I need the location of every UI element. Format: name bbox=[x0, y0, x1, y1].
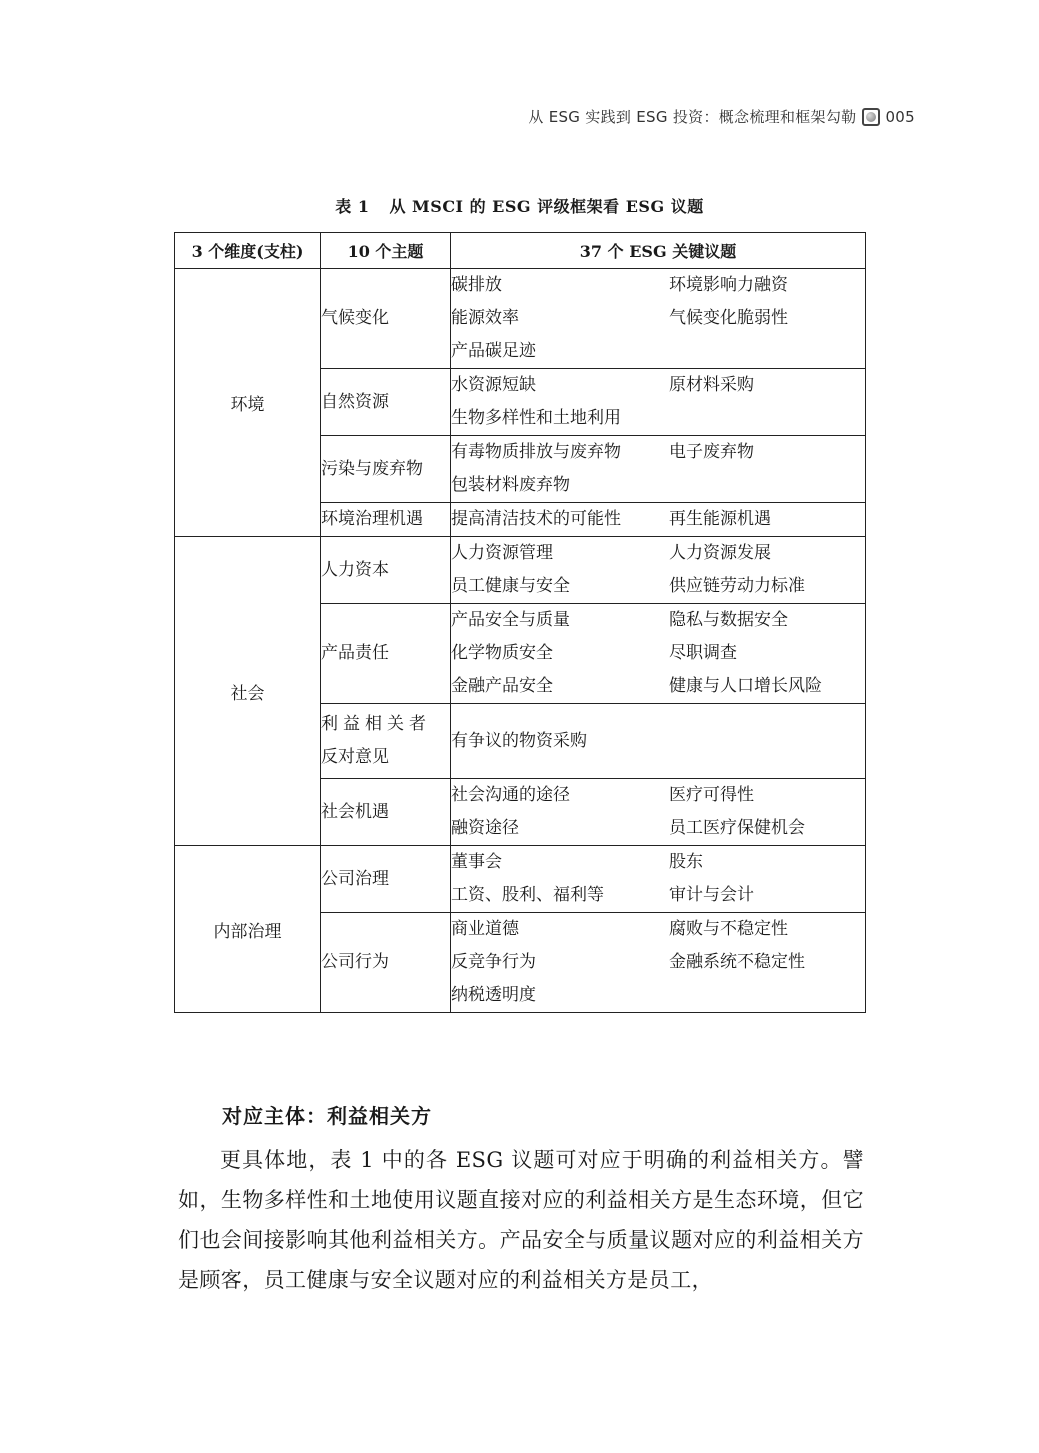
running-header bbox=[528, 106, 915, 127]
issue-item: 气候变化脆弱性 bbox=[669, 308, 788, 328]
issue-item: 员工医疗保健机会 bbox=[669, 818, 805, 838]
issues-cell bbox=[451, 779, 866, 846]
issue-item: 健康与人口增长风险 bbox=[669, 676, 822, 696]
table-row bbox=[175, 537, 866, 604]
theme-cell: 产品责任 bbox=[321, 604, 451, 704]
issues-cell bbox=[451, 604, 866, 704]
issue-item: 原材料采购 bbox=[669, 375, 754, 395]
table-caption-number: 表 1 bbox=[335, 197, 370, 216]
issue-item: 员工健康与安全 bbox=[451, 576, 570, 596]
issue-item: 纳税透明度 bbox=[451, 985, 536, 1005]
issue-item: 股东 bbox=[669, 852, 703, 872]
issue-item: 电子废弃物 bbox=[669, 442, 754, 462]
issues-cell bbox=[451, 846, 866, 913]
issue-item: 包装材料废弃物 bbox=[451, 475, 570, 495]
column-header: 37 个 ESG 关键议题 bbox=[451, 233, 866, 269]
issue-item: 有争议的物资采购 bbox=[451, 730, 587, 751]
issue-item: 工资、股利、福利等 bbox=[451, 885, 604, 905]
table-caption bbox=[0, 194, 1039, 217]
theme-cell: 污染与废弃物 bbox=[321, 436, 451, 503]
table-row bbox=[175, 269, 866, 369]
column-header: 3 个维度(支柱) bbox=[175, 233, 321, 269]
dimension-cell: 内部治理 bbox=[175, 846, 321, 1013]
issue-item: 再生能源机遇 bbox=[669, 509, 771, 529]
issue-item: 有毒物质排放与废弃物 bbox=[451, 442, 621, 462]
issue-item: 隐私与数据安全 bbox=[669, 610, 788, 630]
issue-item: 董事会 bbox=[451, 852, 502, 872]
column-header: 10 个主题 bbox=[321, 233, 451, 269]
theme-cell: 人力资本 bbox=[321, 537, 451, 604]
issue-item: 反竞争行为 bbox=[451, 952, 536, 972]
theme-name-line: 利益相关者 bbox=[321, 714, 431, 734]
theme-cell: 环境治理机遇 bbox=[321, 503, 451, 537]
issue-item: 化学物质安全 bbox=[451, 643, 553, 663]
running-title: 从 ESG 实践到 ESG 投资：概念梳理和框架勾勒 bbox=[528, 108, 857, 126]
issues-cell bbox=[451, 369, 866, 436]
issue-item: 碳排放 bbox=[451, 275, 502, 295]
issue-item: 供应链劳动力标准 bbox=[669, 576, 805, 596]
theme-cell: 自然资源 bbox=[321, 369, 451, 436]
issues-cell bbox=[451, 537, 866, 604]
dimension-cell: 社会 bbox=[175, 537, 321, 846]
issue-item: 环境影响力融资 bbox=[669, 275, 788, 295]
issue-item: 能源效率 bbox=[451, 308, 519, 328]
issue-item: 人力资源管理 bbox=[451, 543, 553, 563]
issues-cell bbox=[451, 436, 866, 503]
issues-cell bbox=[451, 503, 866, 537]
issue-item: 提高清洁技术的可能性 bbox=[451, 509, 621, 529]
issue-item: 产品安全与质量 bbox=[451, 610, 570, 630]
issue-item: 融资途径 bbox=[451, 818, 519, 838]
dimension-cell: 环境 bbox=[175, 269, 321, 537]
issue-item: 腐败与不稳定性 bbox=[669, 919, 788, 939]
table-header-row bbox=[175, 233, 866, 269]
theme-name-line: 反对意见 bbox=[321, 747, 389, 767]
theme-cell: 公司治理 bbox=[321, 846, 451, 913]
issue-item: 人力资源发展 bbox=[669, 543, 771, 563]
page-marker-icon bbox=[862, 108, 880, 126]
issue-item: 医疗可得性 bbox=[669, 785, 754, 805]
page-number: 005 bbox=[885, 107, 915, 126]
issues-cell bbox=[451, 269, 866, 369]
table-caption-title: 从 MSCI 的 ESG 评级框架看 ESG 议题 bbox=[389, 197, 704, 216]
issue-item: 尽职调查 bbox=[669, 643, 737, 663]
theme-cell: 气候变化 bbox=[321, 269, 451, 369]
issues-cell bbox=[451, 704, 866, 779]
issues-cell bbox=[451, 913, 866, 1013]
issue-item: 金融产品安全 bbox=[451, 676, 553, 696]
issue-item: 审计与会计 bbox=[669, 885, 754, 905]
body-paragraph: 更具体地，表 1 中的各 ESG 议题可对应于明确的利益相关方。譬如，生物多样性和土地使用议题直接对应的利益相关方是生态环境，但它们也会间接影响其他利益相关方。产品安全与质量议题对应的利益相关方是顾客，员工健康与安全议题对应的利益相关方是员工， bbox=[178, 1148, 864, 1292]
body-text bbox=[178, 1140, 864, 1300]
issue-item: 商业道德 bbox=[451, 919, 519, 939]
issue-item: 生物多样性和土地利用 bbox=[451, 408, 621, 428]
issue-item: 社会沟通的途径 bbox=[451, 785, 570, 805]
issue-item: 金融系统不稳定性 bbox=[669, 952, 805, 972]
theme-cell bbox=[321, 704, 451, 779]
theme-cell: 社会机遇 bbox=[321, 779, 451, 846]
issue-item: 产品碳足迹 bbox=[451, 341, 536, 361]
issue-item: 水资源短缺 bbox=[451, 375, 536, 395]
section-subheading: 对应主体：利益相关方 bbox=[222, 1104, 432, 1128]
esg-issues-table bbox=[174, 232, 866, 1013]
table-row bbox=[175, 846, 866, 913]
theme-cell: 公司行为 bbox=[321, 913, 451, 1013]
